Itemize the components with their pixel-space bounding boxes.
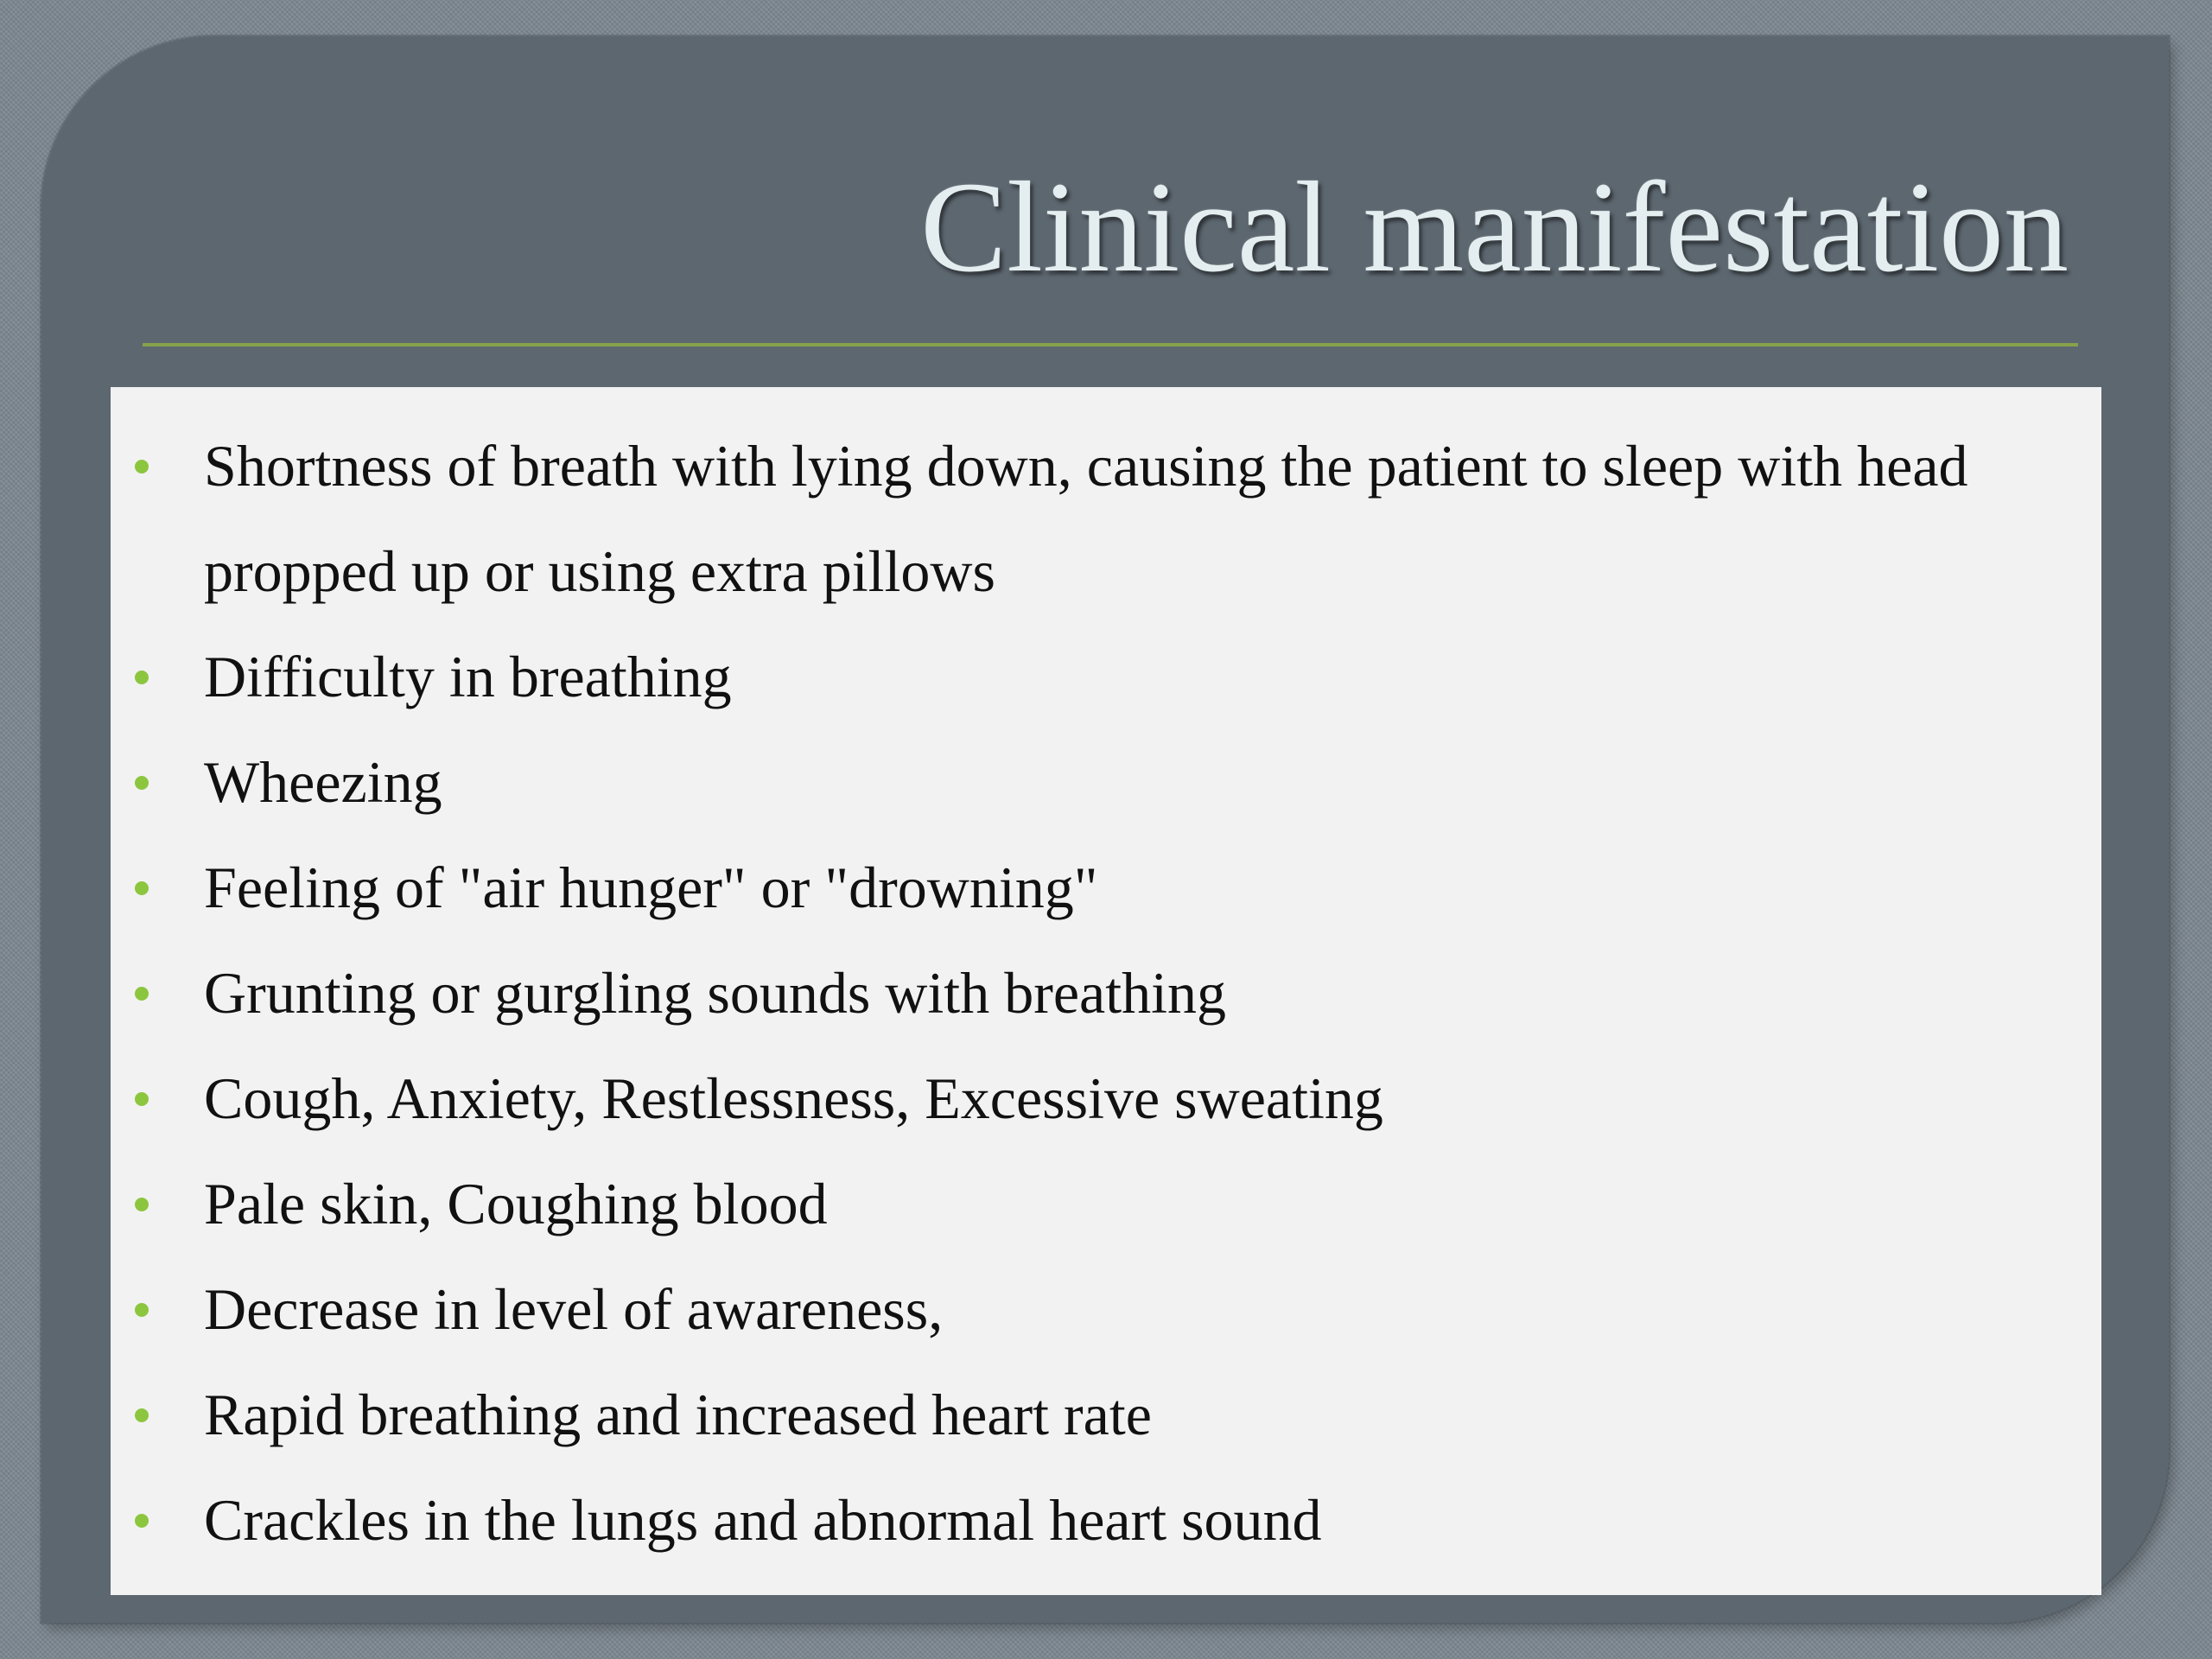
bullet-text: Crackles in the lungs and abnormal heart sound <box>204 1487 1322 1553</box>
bullet-icon <box>135 671 149 684</box>
bullet-icon <box>135 776 149 790</box>
list-item <box>111 1467 2101 1573</box>
bullet-icon <box>135 1092 149 1106</box>
bullet-text: Grunting or gurgling sounds with breathing <box>204 960 1226 1026</box>
list-item <box>111 624 2101 729</box>
bullet-icon <box>135 987 149 1001</box>
list-item <box>111 1046 2101 1151</box>
list-item <box>111 729 2101 835</box>
list-item <box>111 835 2101 940</box>
bullet-icon <box>135 1303 149 1317</box>
bullet-list <box>111 413 2101 1573</box>
bullet-text: Decrease in level of awareness, <box>204 1276 944 1342</box>
bullet-text: Wheezing <box>204 749 442 815</box>
slide-title: Clinical manifestation <box>920 156 2069 299</box>
list-item <box>111 1256 2101 1362</box>
bullet-icon <box>135 1514 149 1528</box>
list-item <box>111 940 2101 1046</box>
bullet-text: Cough, Anxiety, Restlessness, Excessive sweating <box>204 1065 1383 1131</box>
bullet-icon <box>135 1408 149 1422</box>
bullet-text: Shortness of breath with lying down, causing the patient to sleep with head propped up or using extra pillows <box>204 433 1968 604</box>
bullet-icon <box>135 1198 149 1211</box>
list-item <box>111 1151 2101 1256</box>
bullet-text: Rapid breathing and increased heart rate <box>204 1382 1152 1447</box>
title-divider <box>143 343 2078 346</box>
bullet-icon <box>135 881 149 895</box>
content-panel <box>111 387 2101 1595</box>
bullet-text: Feeling of "air hunger" or "drowning" <box>204 855 1098 920</box>
bullet-text: Difficulty in breathing <box>204 644 732 709</box>
bullet-icon <box>135 460 149 474</box>
bullet-text: Pale skin, Coughing blood <box>204 1171 828 1236</box>
list-item <box>111 413 2101 624</box>
list-item <box>111 1362 2101 1467</box>
